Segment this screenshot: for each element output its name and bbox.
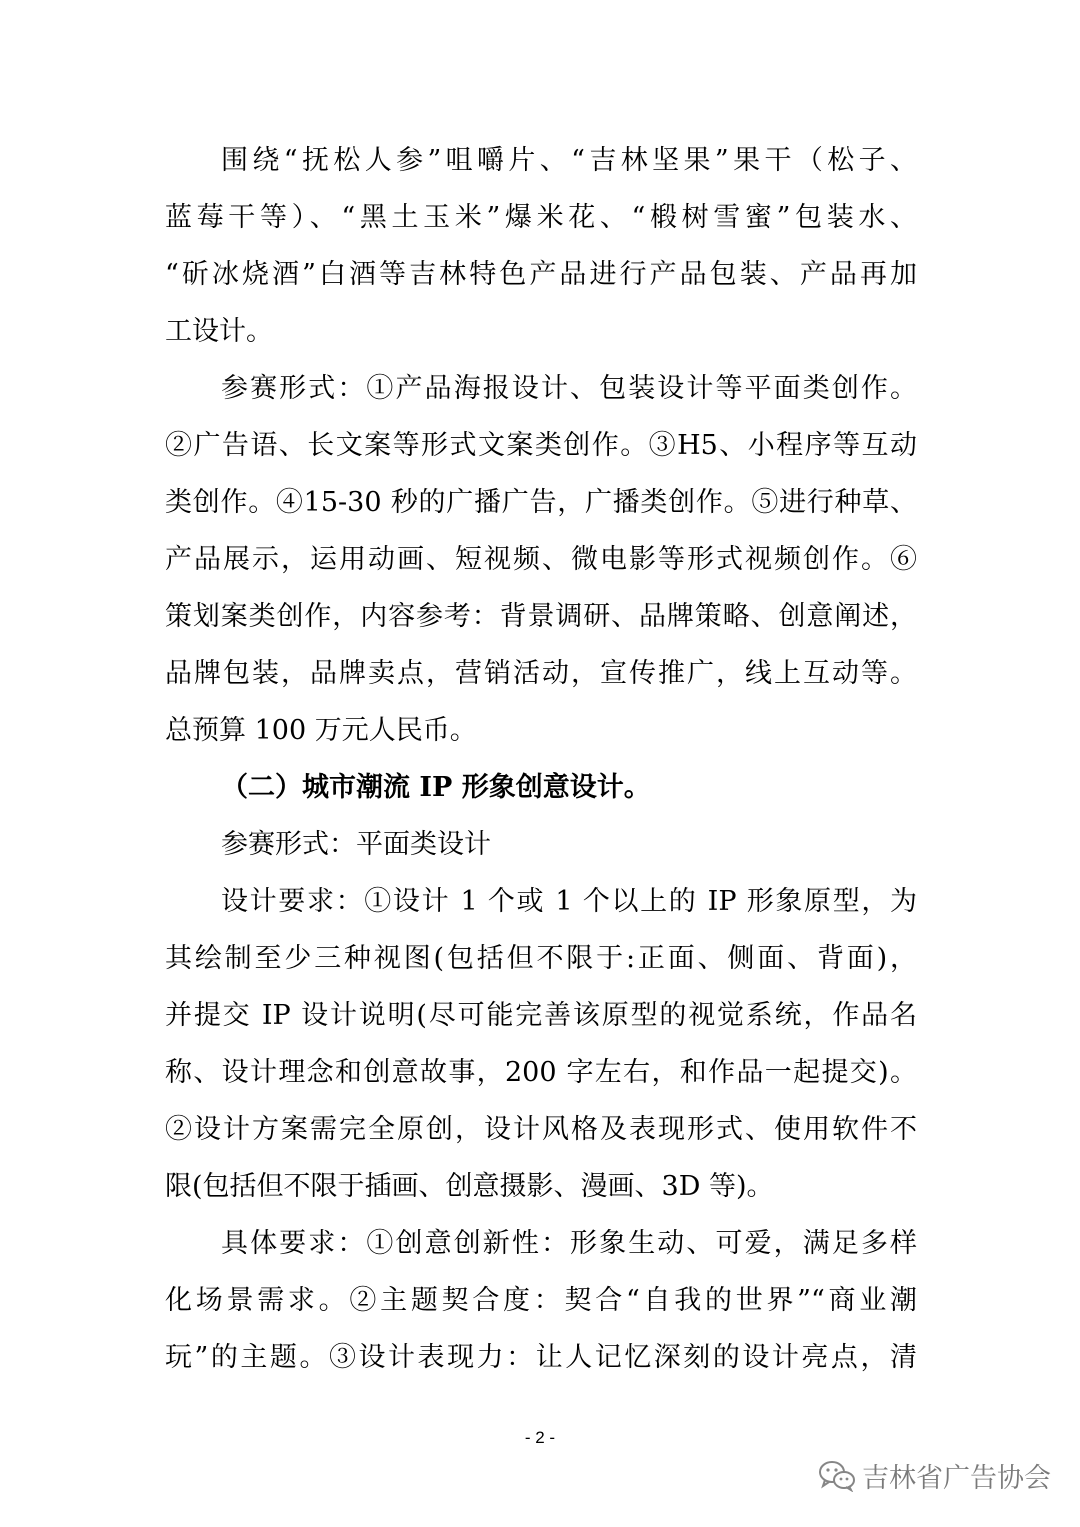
paragraph-5-line-3: 玩”的主题。③设计表现力：让人记忆深刻的设计亮点，清	[165, 1342, 917, 1373]
watermark	[818, 1456, 1051, 1495]
wechat-icon	[818, 1460, 856, 1492]
document-body	[165, 132, 917, 1386]
paragraph-1-line-1: 围绕“抚松人参”咀嚼片、“吉林坚果”果干（松子、	[221, 145, 917, 176]
section-heading: （二）城市潮流 IP 形象创意设计。	[221, 772, 651, 803]
paragraph-4-line-4: 称、设计理念和创意故事，200 字左右，和作品一起提交)。	[165, 1057, 917, 1088]
paragraph-5-line-2: 化场景需求。②主题契合度：契合“自我的世界”“商业潮	[165, 1285, 917, 1316]
paragraph-2-line-3: 类创作。④15-30 秒的广播广告，广播类创作。⑤进行种草、	[165, 487, 917, 518]
paragraph-5-line-1: 具体要求：①创意创新性：形象生动、可爱，满足多样	[221, 1228, 917, 1259]
paragraph-3-line-1: 参赛形式：平面类设计	[221, 829, 491, 860]
paragraph-2-line-7: 总预算 100 万元人民币。	[165, 715, 477, 746]
paragraph-4-line-3: 并提交 IP 设计说明(尽可能完善该原型的视觉系统，作品名	[165, 1000, 917, 1031]
paragraph-2-line-1: 参赛形式：①产品海报设计、包装设计等平面类创作。	[221, 373, 917, 404]
paragraph-4-line-2: 其绘制至少三种视图(包括但不限于:正面、侧面、背面)，	[165, 943, 917, 974]
paragraph-4-line-5: ②设计方案需完全原创，设计风格及表现形式、使用软件不	[165, 1114, 917, 1145]
paragraph-4-line-6: 限(包括但不限于插画、创意摄影、漫画、3D 等)。	[165, 1171, 774, 1202]
paragraph-1-line-4: 工设计。	[165, 316, 273, 347]
paragraph-2-line-4: 产品展示，运用动画、短视频、微电影等形式视频创作。⑥	[165, 544, 917, 575]
paragraph-2-line-2: ②广告语、长文案等形式文案类创作。③H5、小程序等互动	[165, 430, 917, 461]
paragraph-1-line-2: 蓝莓干等）、“黑土玉米”爆米花、“椴树雪蜜”包装水、	[165, 202, 917, 233]
paragraph-1-line-3: “斫冰烧酒”白酒等吉林特色产品进行产品包装、产品再加	[165, 259, 917, 290]
paragraph-2-line-5: 策划案类创作，内容参考：背景调研、品牌策略、创意阐述，	[165, 601, 917, 632]
page-number: - 2 -	[524, 1428, 556, 1447]
paragraph-4-line-1: 设计要求：①设计 1 个或 1 个以上的 IP 形象原型，为	[221, 886, 917, 917]
watermark-text: 吉林省广告协会	[862, 1463, 1051, 1494]
paragraph-2-line-6: 品牌包装，品牌卖点，营销活动，宣传推广，线上互动等。	[165, 658, 917, 689]
